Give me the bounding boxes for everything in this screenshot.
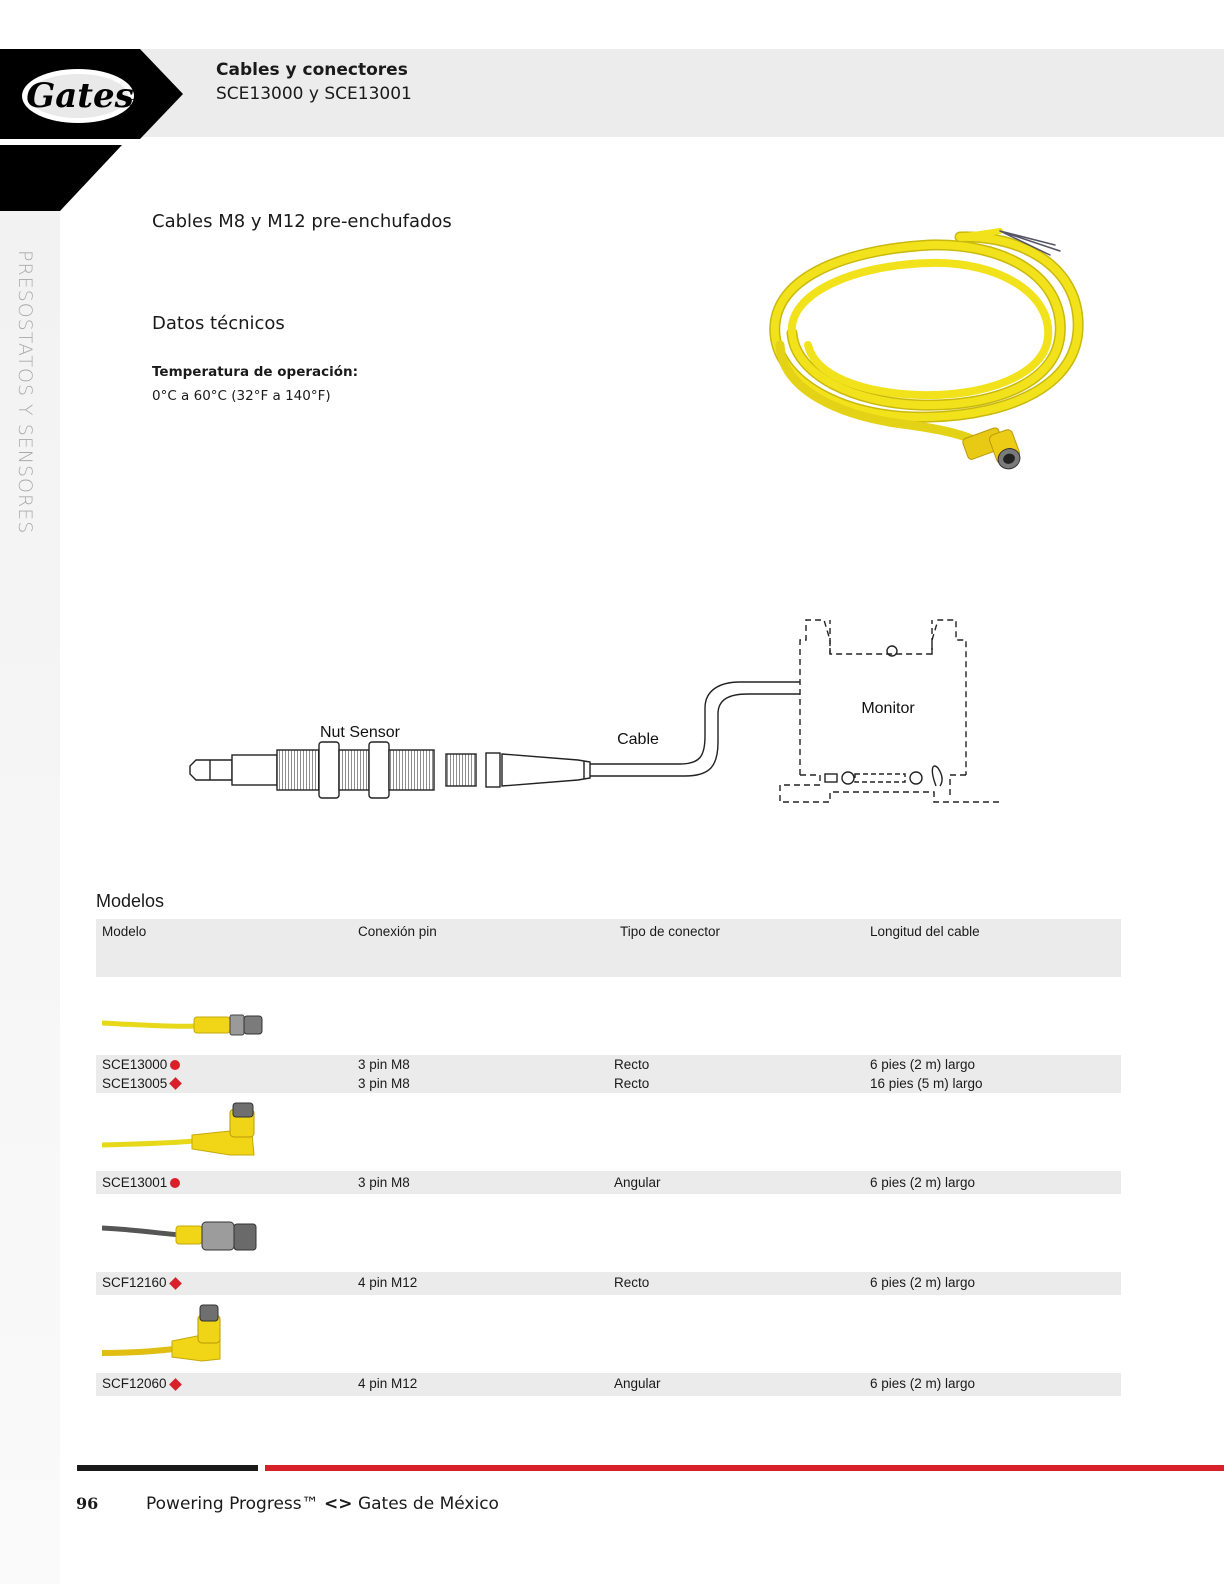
corner-decoration: [0, 145, 130, 211]
specs-title: Datos técnicos: [152, 313, 285, 334]
circle-marker-icon: [170, 1060, 180, 1070]
footer-slogan: Powering Progress™: [146, 1494, 319, 1514]
footer-text: [146, 1494, 499, 1514]
footer-bar-black: [77, 1465, 258, 1471]
gates-logo: [0, 49, 190, 139]
header-subtitle: SCE13000 y SCE13001: [216, 84, 412, 104]
diamond-marker-icon: [169, 1077, 182, 1090]
table-row: [96, 1055, 1121, 1074]
page-number: 96: [76, 1494, 99, 1513]
model-code: SCF12060: [102, 1376, 167, 1391]
column-header: Tipo de conector: [620, 924, 721, 939]
footer-company: Gates de México: [357, 1494, 499, 1514]
connector-type: Recto: [614, 1275, 650, 1290]
svg-text:Gates: Gates: [26, 76, 134, 116]
monitor-label: Monitor: [861, 700, 915, 717]
product-image-row: [96, 977, 1121, 1055]
diamond-marker-icon: [169, 1277, 182, 1290]
table-row: [96, 1373, 1121, 1396]
model-code: SCE13001: [102, 1175, 168, 1190]
diamond-marker-icon: [169, 1378, 182, 1391]
cable-length: 6 pies (2 m) largo: [870, 1175, 976, 1190]
angled-m12-cable-image: [102, 1301, 272, 1367]
model-code: SCF12160: [102, 1275, 167, 1290]
angled-m8-cable-image: [102, 1099, 272, 1165]
pin-connection: 4 pin M12: [358, 1376, 418, 1391]
table-row: [96, 1074, 1121, 1093]
column-header: Modelo: [102, 924, 147, 939]
table-row: [96, 1171, 1121, 1194]
footer-bar-red: [265, 1465, 1224, 1471]
straight-m12-cable-image: [102, 1200, 272, 1260]
sidebar-category-label: PRESOSTATOS Y SENSORES: [14, 250, 36, 535]
product-image-row: [96, 1295, 1121, 1373]
cable-plug: [486, 753, 590, 787]
nut-sensor-label: Nut Sensor: [319, 724, 401, 741]
model-code: SCE13005: [102, 1076, 168, 1091]
product-image-row: [96, 1194, 1121, 1272]
column-header: Conexión pin: [358, 924, 437, 939]
sensor-cable-monitor-diagram: [180, 610, 1020, 820]
coiled-cable-image: [760, 225, 1090, 485]
pin-connection: 3 pin M8: [358, 1076, 410, 1091]
column-header: Longitud del cable: [870, 924, 980, 939]
cable-line: [590, 682, 800, 776]
connector-type: Angular: [614, 1175, 661, 1190]
models-table: [96, 919, 1121, 1396]
section-title: Cables M8 y M12 pre-enchufados: [152, 211, 452, 232]
cable-length: 16 pies (5 m) largo: [870, 1076, 983, 1091]
circle-marker-icon: [170, 1178, 180, 1188]
cable-length: 6 pies (2 m) largo: [870, 1275, 976, 1290]
cable-length: 6 pies (2 m) largo: [870, 1376, 976, 1391]
models-title: Modelos: [96, 891, 165, 911]
table-header: [96, 919, 1121, 977]
connector-type: Recto: [614, 1076, 650, 1091]
temperature-label: Temperatura de operación:: [152, 364, 359, 380]
straight-m8-cable-image: [102, 983, 272, 1043]
product-image-row: [96, 1093, 1121, 1171]
table-row: [96, 1272, 1121, 1295]
footer-separator: <>: [324, 1494, 353, 1514]
pin-connection: 3 pin M8: [358, 1175, 410, 1190]
temperature-value: 0°C a 60°C (32°F a 140°F): [152, 388, 331, 404]
pin-connection: 4 pin M12: [358, 1275, 418, 1290]
pin-connection: 3 pin M8: [358, 1057, 410, 1072]
nut-sensor: [190, 742, 476, 798]
model-code: SCE13000: [102, 1057, 168, 1072]
cable-label: Cable: [617, 731, 659, 748]
connector-type: Angular: [614, 1376, 661, 1391]
header-title: Cables y conectores: [216, 60, 408, 80]
cable-length: 6 pies (2 m) largo: [870, 1057, 976, 1072]
connector-type: Recto: [614, 1057, 650, 1072]
